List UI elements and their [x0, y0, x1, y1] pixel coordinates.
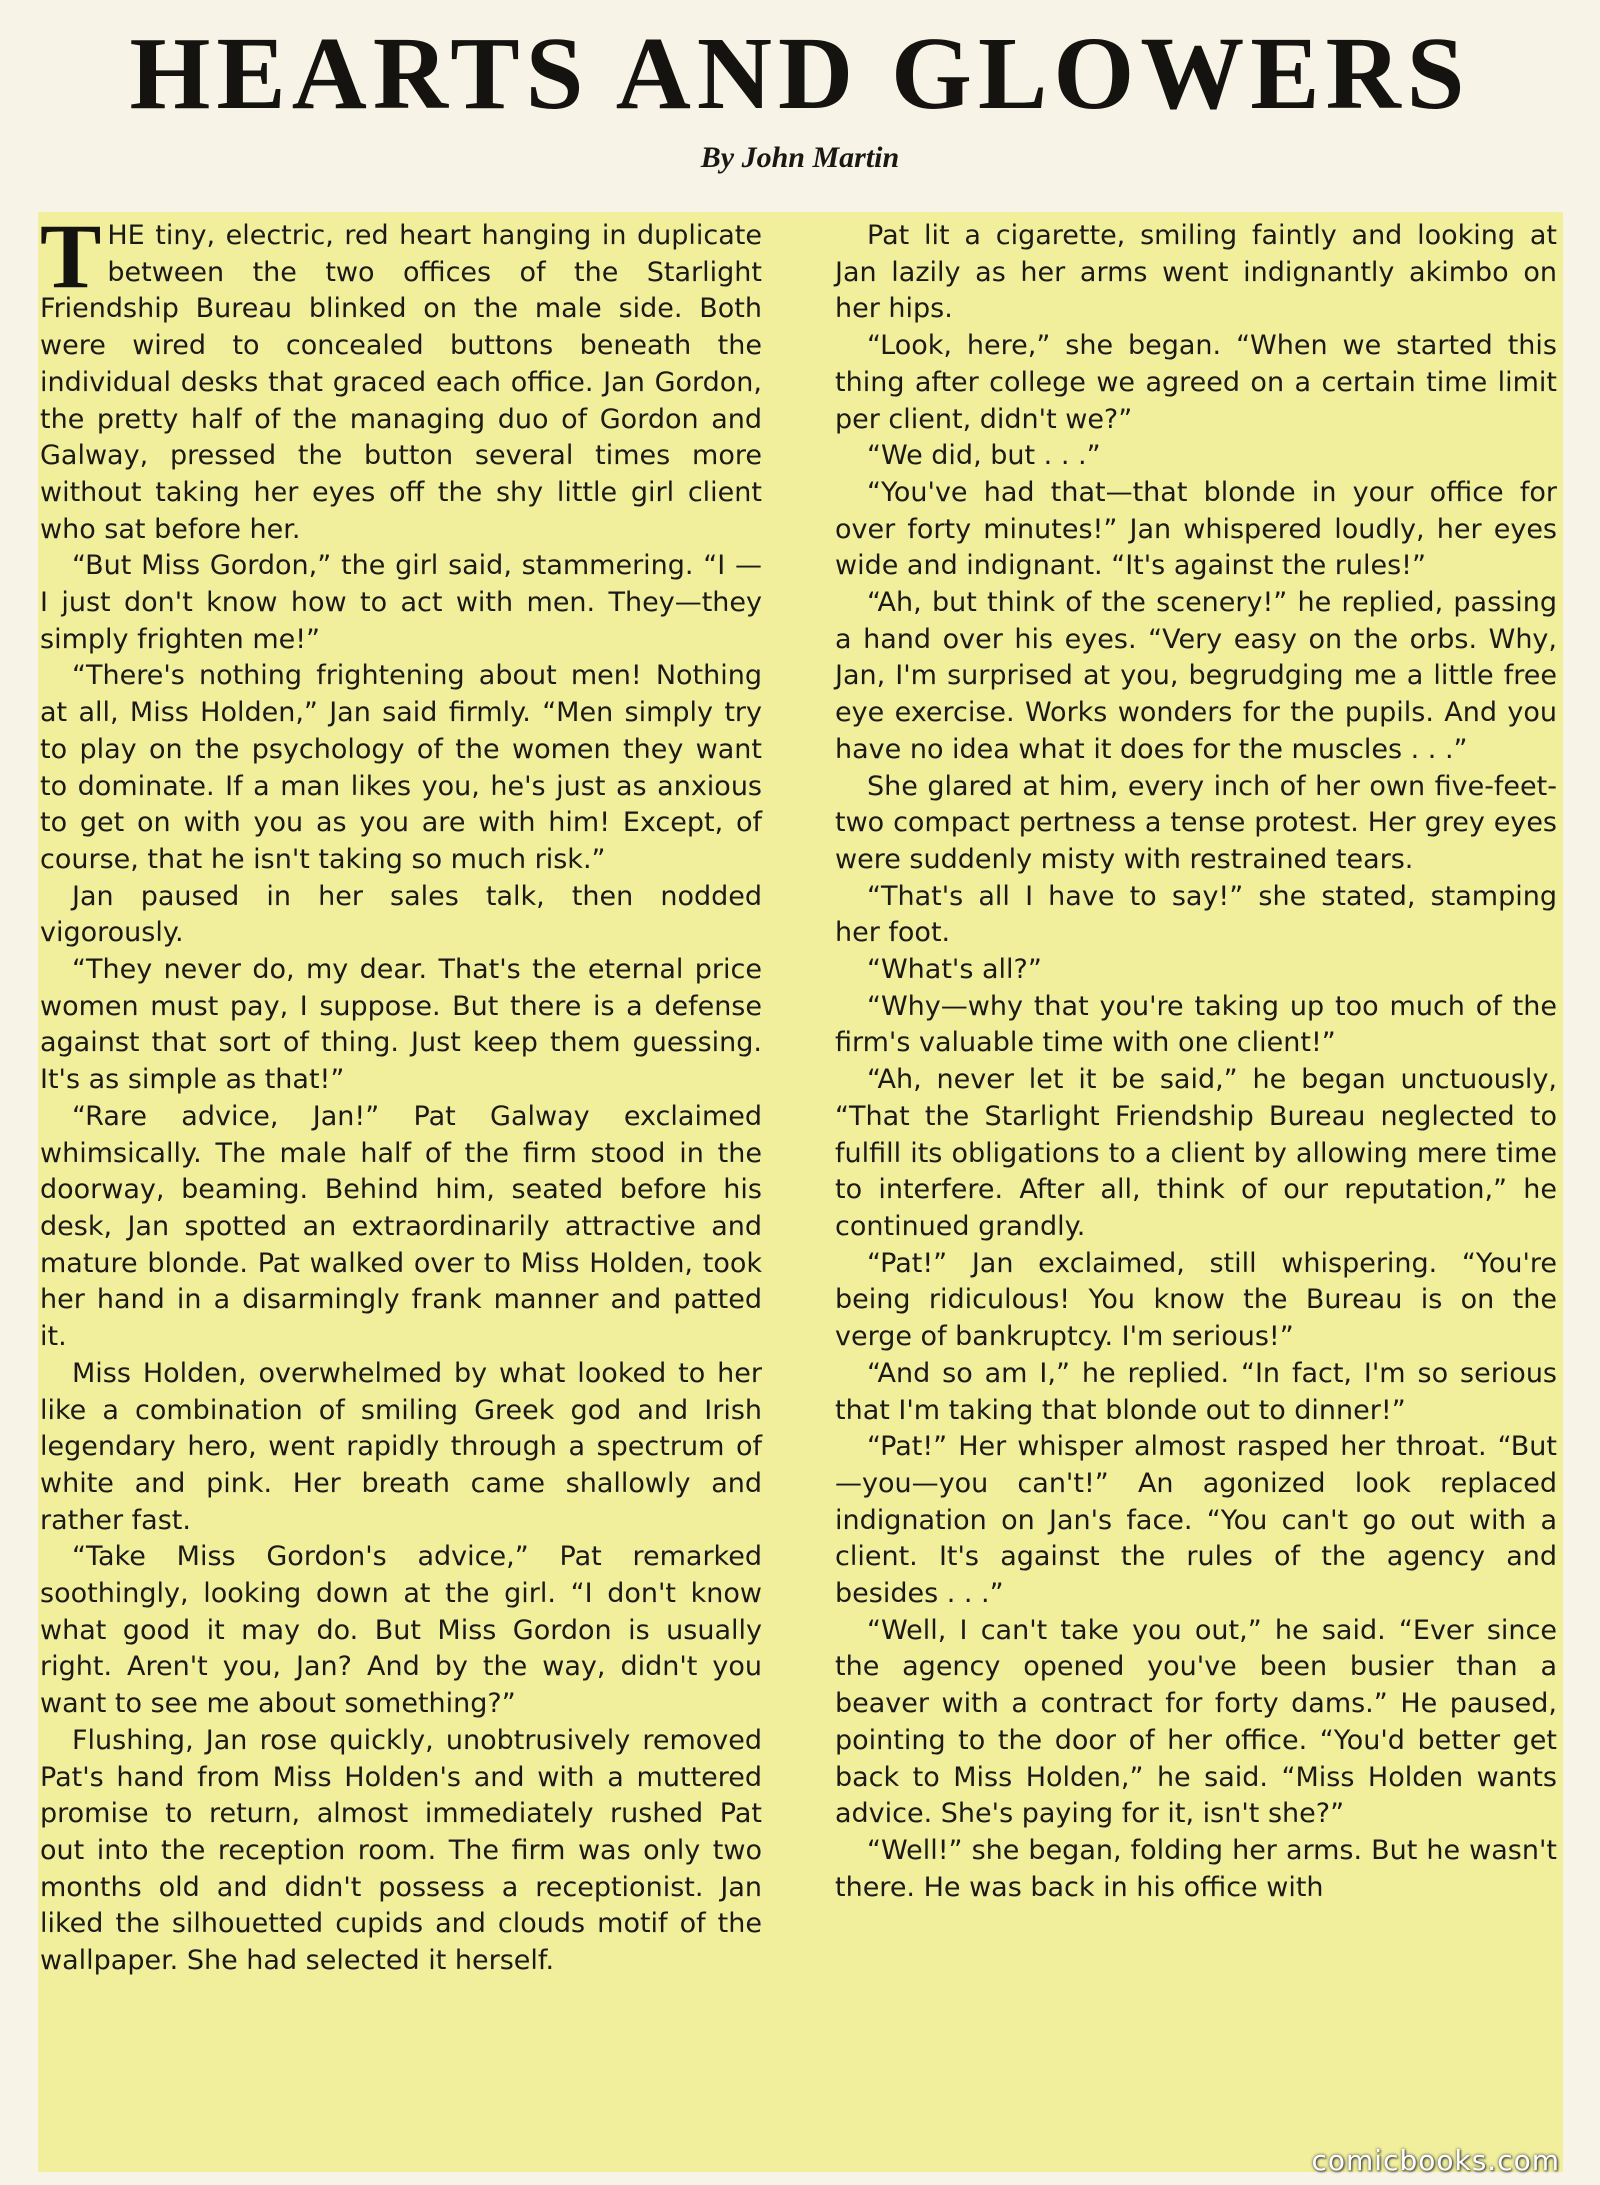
paragraph: “What's all?”	[867, 954, 1042, 986]
paragraph: “Rare advice, Jan!” Pat Galway exclaimed whimsically. The male half of the firm stood in the doorway, beaming. Behind him, seated before his desk, Jan spotted an extraordinarily attractive and mature blonde. Pat walked over to Miss Holden, took her hand in a disarmingly frank manner and patted it.	[40, 1100, 762, 1353]
paragraph: Flushing, Jan rose quickly, unobtrusively removed Pat's hand from Miss Holden's and with a muttered promise to return, almost immediately rushed Pat out into the reception room. The firm was only two months old and didn't possess a receptionist. Jan liked the silhouetted cupids and clouds motif of the wallpaper. She had selected it herself.	[40, 1724, 762, 1977]
paragraph: Miss Holden, overwhelmed by what looked to her like a combination of smiling Greek god and Irish legendary hero, went rapidly through a spectrum of white and pink. Her breath came shallowly and rather fast.	[40, 1357, 762, 1536]
paragraph: “Well, I can't take you out,” he said. “Ever since the agency opened you've been busier than a beaver with a contract for forty dams.” He paused, pointing to the door of her office. “You'd better get back to Miss Holden,” he said. “Miss Holden wants advice. She's paying for it, isn't she?”	[835, 1614, 1557, 1830]
paragraph: “We did, but . . .”	[867, 440, 1101, 472]
paragraph: “Ah, but think of the scenery!” he replied, passing a hand over his eyes. “Very easy on the orbs. Why, Jan, I'm surprised at you, begrudging me a little free eye exercise. Works wonders for the pupils. And you have no idea what it does for the muscles . . .”	[835, 587, 1557, 765]
paragraph: “Why—why that you're taking up too much of the firm's valuable time with one client!”	[835, 990, 1557, 1059]
paragraph: Pat lit a cigarette, smiling faintly and looking at Jan lazily as her arms went indignantly akimbo on her hips.	[835, 220, 1557, 325]
paragraph: “That's all I have to say!” she stated, stamping her foot.	[835, 880, 1557, 949]
drop-cap: T	[40, 205, 102, 307]
story-byline: By John Martin	[700, 141, 900, 174]
paragraph: “You've had that—that blonde in your office for over forty minutes!” Jan whispered loudly, her eyes wide and indignant. “It's against the rules!”	[835, 476, 1557, 582]
right-text-column	[835, 218, 1557, 1906]
paragraph: “Take Miss Gordon's advice,” Pat remarked soothingly, looking down at the girl. “I don't know what good it may do. But Miss Gordon is usually right. Aren't you, Jan? And by the way, didn't you want to see me about something?”	[40, 1541, 762, 1720]
paragraph: “But Miss Gordon,” the girl said, stammering. “I — I just don't know how to act with men. They—they simply frighten me!”	[40, 550, 762, 655]
paragraph: She glared at him, every inch of her own five-feet-two compact pertness a tense protest. Her grey eyes were suddenly misty with restrained tears.	[835, 770, 1557, 875]
paragraph: “And so am I,” he replied. “In fact, I'm so serious that I'm taking that blonde out to dinner!”	[835, 1357, 1557, 1426]
left-text-column	[40, 205, 762, 1980]
paragraph: “Pat!” Jan exclaimed, still whispering. “You're being ridiculous! You know the Bureau is on the verge of bankruptcy. I'm serious!”	[835, 1247, 1557, 1353]
site-watermark: comicbooks.com	[1311, 2144, 1560, 2177]
paragraph: “There's nothing frightening about men! Nothing at all, Miss Holden,” Jan said firmly. “Men simply try to play on the psychology of the women they want to dominate. If a man likes you, he's just as anxious to get on with you as you are with him! Except, of course, that he isn't taking so much risk.”	[40, 660, 762, 875]
paragraph: “Pat!” Her whisper almost rasped her throat. “But—you—you can't!” An agonized look replaced indignation on Jan's face. “You can't go out with a client. It's against the rules of the agency and besides . . .”	[835, 1431, 1557, 1610]
paragraph: Jan paused in her sales talk, then nodded vigorously.	[40, 880, 762, 949]
paragraph: “Well!” she began, folding her arms. But he wasn't there. He was back in his office with	[835, 1834, 1557, 1903]
story-title: HEARTS AND GLOWERS	[129, 16, 1471, 131]
paragraph: THE tiny, electric, red heart hanging in duplicate between the two offices of the Starlight Friendship Bureau blinked on the male side. Both were wired to concealed buttons beneath the individual desks that graced each office. Jan Gordon, the pretty half of the managing duo of Gordon and Galway, pressed the button several times more without taking her eyes off the shy little girl client who sat before her.	[40, 205, 762, 545]
paragraph: “Look, here,” she began. “When we started this thing after college we agreed on a certain time limit per client, didn't we?”	[835, 330, 1557, 435]
paragraph: “Ah, never let it be said,” he began unctuously, “That the Starlight Friendship Bureau neglected to fulfill its obligations to a client by allowing mere time to interfere. After all, think of our reputation,” he continued grandly.	[835, 1064, 1557, 1242]
paragraph: “They never do, my dear. That's the eternal price women must pay, I suppose. But there is a defense against that sort of thing. Just keep them guessing. It's as simple as that!”	[40, 954, 762, 1096]
